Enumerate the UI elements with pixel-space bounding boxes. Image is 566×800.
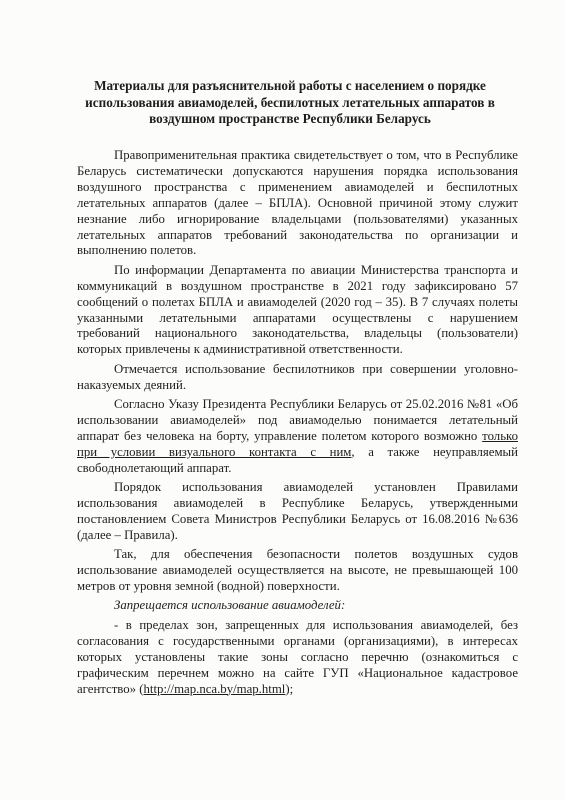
document-title: Материалы для разъяснительной работы с населением о порядке использования авиамоделей, беспилотных летательных аппаратов в воздушном пространстве Республики Беларусь: [85, 78, 495, 126]
paragraph-definition: [77, 397, 518, 477]
map-nca-link[interactable]: http://map.nca.by/map.html: [143, 681, 286, 696]
visual-contact-underlined: только при условии визуального контакта с ним: [77, 428, 518, 459]
definition-text-start: Согласно Указу Президента Республики Беларусь от 25.02.2016 №81 «Об использовании авиамоделей» под авиамоделью понимается летательный аппарат без человека на борту, управление полетом которого возможно: [77, 397, 518, 443]
definition-text-end: , а также неуправляемый свободнолетающий аппарат.: [77, 444, 518, 475]
paragraph-prohibited-zones: [77, 618, 518, 698]
zones-text-end: );: [285, 681, 294, 696]
paragraph-practice: Правоприменительная практика свидетельствует о том, что в Республике Беларусь систематически допускаются нарушения порядка использования воздушного пространства с применением авиамоделей и беспилотных летательных аппаратов (далее – БПЛА). Основной причиной этому служит незнание либо игнорирование владельцами (пользователями) указанных летательных аппаратов требований законодательства по организации и выполнению полетов.: [77, 148, 518, 258]
document-body: [77, 148, 518, 701]
zones-text-start: - в пределах зон, запрещенных для использования авиамоделей, без согласования с государственными органами (организациями), в интересах которых установлены такие зоны согласно перечню (ознакомиться с графическим перечнем можно на сайте ГУП «Национальное кадастровое агентство» (: [77, 617, 518, 696]
paragraph-altitude: Так, для обеспечения безопасности полетов воздушных судов использование авиамоделей осуществляется на высоте, не превышающей 100 метров от уровня земной (водной) поверхности.: [77, 547, 518, 594]
paragraph-criminal-use: Отмечается использование беспилотников при совершении уголовно-наказуемых деяний.: [77, 361, 518, 392]
paragraph-rules: Порядок использования авиамоделей установлен Правилами использования авиамоделей в Республике Беларусь, утвержденными постановлением Совета Министров Республики Беларусь от 16.08.2016 №636 (далее – Правила).: [77, 480, 518, 542]
paragraph-prohibited-heading: Запрещается использование авиамоделей:: [114, 598, 346, 613]
paragraph-statistics: По информации Департамента по авиации Министерства транспорта и коммуникаций в воздушном пространстве в 2021 году зафиксировано 57 сообщений о полетах БПЛА и авиамоделей (2020 год – 35). В 7 случаях полеты указанными летательными аппаратами осуществлены с нарушением требований национального законодательства, владельцы (пользователи) которых привлечены к административной ответственности.: [77, 262, 518, 357]
